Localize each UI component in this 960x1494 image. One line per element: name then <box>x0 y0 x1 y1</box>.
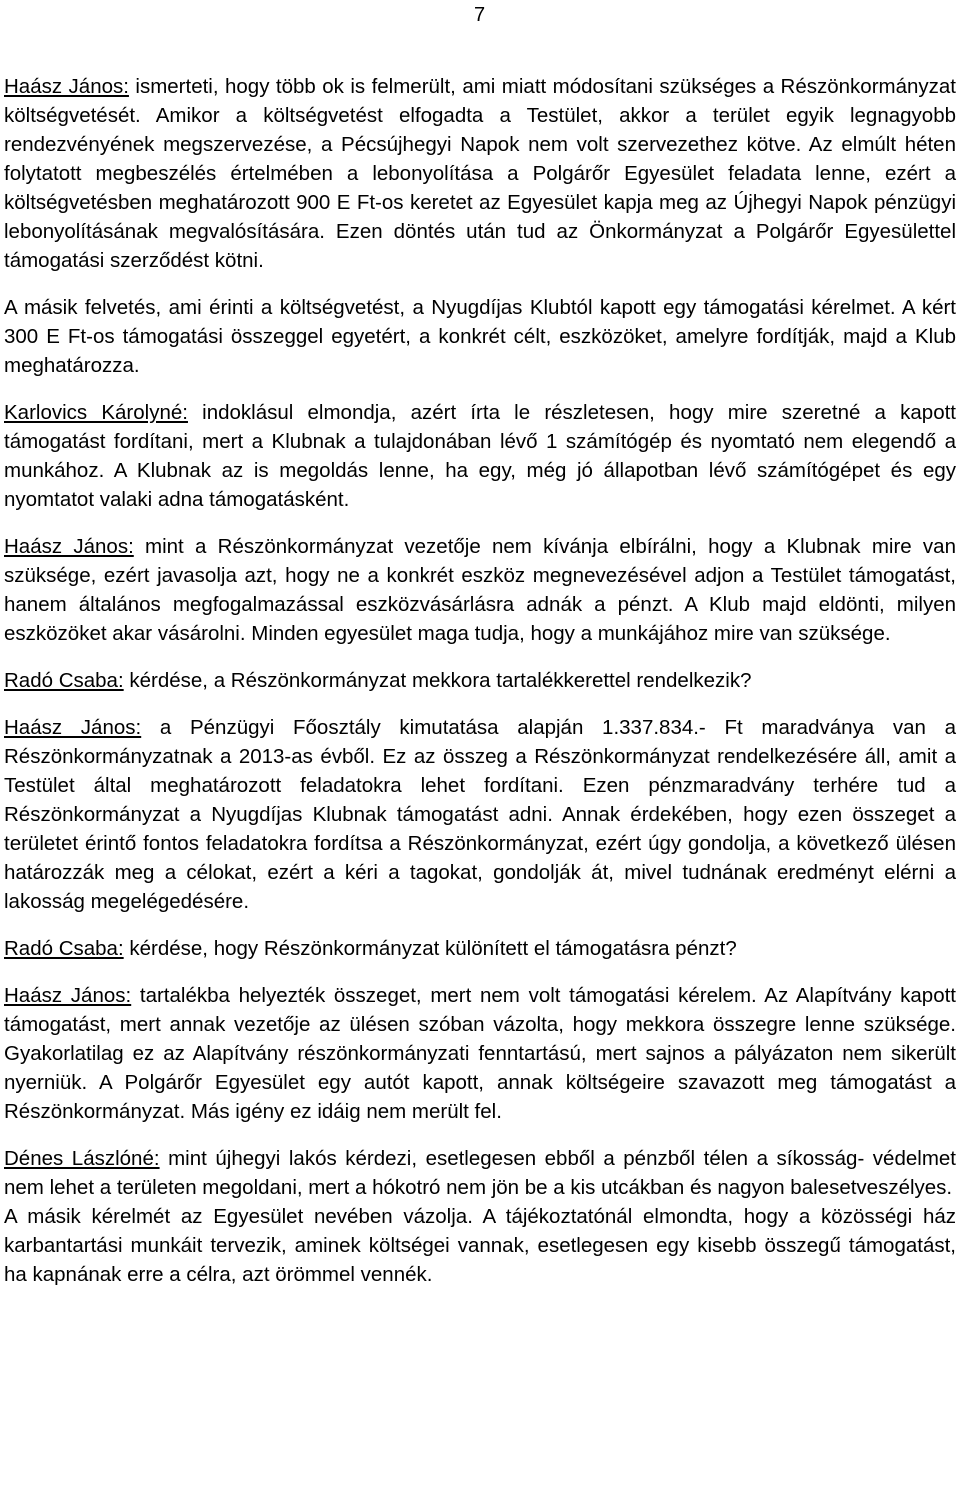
paragraph-text: mint újhegyi lakós kérdezi, esetlegesen ebből a pénzből télen a síkosság- védelmet nem lehet a területen megoldani, mert a hókotró nem jön be a kis utcákban és nagyon balesetveszélyes. <box>4 1147 956 1199</box>
paragraph <box>4 72 956 275</box>
paragraph <box>4 713 956 916</box>
paragraph-text: a Pénzügyi Főosztály kimutatása alapján 1.337.834.- Ft maradványa van a Részönkormányzatnak a 2013-as évből. Ez az összeg a Részönkormányzat rendelkezésére áll, amit a Testület által meghatározott feladatokra lehet fordítani. Ezen pénzmaradvány terhére tud a Részönkormányzat a Nyugdíjas Klubnak támogatást adni. Annak érdekében, hogy ezen összeget a területet érintő fontos feladatokra fordítsa a Részönkormányzat, ezért úgy gondolja, a következő ülésen határozzák meg a célokat, ezért a kéri a tagokat, gondolják át, mivel tudnának eredményt elérni a lakosság megelégedésére. <box>4 716 957 913</box>
paragraph-text: tartalékba helyezték összeget, mert nem volt támogatási kérelem. Az Alapítvány kapott támogatást, mert annak vezetője az ülésen szóban vázolta, hogy mekkora összegre lenne szüksége. Gyakorlatilag ez az Alapítvány részönkormányzati fenntartású, mert sajnos a pályázaton nem sikerült nyerniük. A Polgárőr Egyesület egy autót kapott, annak költségeire szavazott meg támogatást a Részönkormányzat. Más igény ez idáig nem merült fel. <box>4 984 956 1123</box>
speaker-name: Radó Csaba: <box>4 669 124 692</box>
paragraph <box>4 1202 956 1289</box>
paragraph <box>4 1144 956 1202</box>
paragraph-text: kérdése, a Részönkormányzat mekkora tartalékkerettel rendelkezik? <box>123 669 752 692</box>
speaker-name: Haász János: <box>4 716 142 739</box>
speaker-name: Karlovics Károlyné: <box>4 401 188 424</box>
speaker-name: Haász János: <box>4 75 129 98</box>
paragraph <box>4 981 956 1126</box>
paragraph-text: mint a Részönkormányzat vezetője nem kívánja elbírálni, hogy a Klubnak mire van szüksége, ezért javasolja azt, hogy ne a konkrét eszköz megnevezésével adjon a Testület támogatást, hanem általános megfogalmazással eszközvásárlásra adnák a pénzt. A Klub majd eldönti, milyen eszközöket akar vásárolni. Minden egyesület maga tudja, hogy a munkájához mire van szüksége. <box>4 535 956 645</box>
paragraph <box>4 398 956 514</box>
speaker-name: Haász János: <box>4 535 134 558</box>
page-number: 7 <box>474 4 486 26</box>
speaker-name: Haász János: <box>4 984 132 1007</box>
paragraph-text: A másik kérelmét az Egyesület nevében vázolja. A tájékoztatónál elmondta, hogy a közösségi ház karbantartási munkáit tervezik, aminek költségei vannak, esetlegesen egy kisebb összegű támogatást, ha kapnának erre a célra, azt örömmel vennék. <box>4 1205 956 1286</box>
paragraph-text: A másik felvetés, ami érinti a költségvetést, a Nyugdíjas Klubtól kapott egy támogatási kérelmet. A kért 300 E Ft-os támogatási összeggel egyetért, a konkrét célt, eszközöket, amelyre fordítják, majd a Klub meghatározza. <box>4 296 956 377</box>
paragraph <box>4 666 956 695</box>
document-body <box>4 72 956 1289</box>
paragraph-text: ismerteti, hogy több ok is felmerült, ami miatt módosítani szükséges a Részönkormányzat költségvetését. Amikor a költségvetést elfogadta a Testület, akkor a terület egyik legnagyobb rendezvényének megszervezése, a Pécsújhegyi Napok nem volt szervezethez kötve. Az elmúlt héten folytatott megbeszélés értelmében a lebonyolítása a Polgárőr Egyesület feladata lenne, ezért a költségvetésben meghatározott 900 E Ft-os keretet az Egyesület kapja meg az Újhegyi Napok pénzügyi lebonyolításának megvalósítására. Ezen döntés után tud az Önkormányzat a Polgárőr Egyesülettel támogatási szerződést kötni. <box>4 75 956 272</box>
speaker-name: Dénes Lászlóné: <box>4 1147 160 1170</box>
paragraph <box>4 532 956 648</box>
speaker-name: Radó Csaba: <box>4 937 124 960</box>
paragraph <box>4 934 956 963</box>
paragraph-text: indoklásul elmondja, azért írta le részletesen, hogy mire szeretné a kapott támogatást fordítani, mert a Klubnak a tulajdonában lévő 1 számítógép és nyomtató nem elegendő a munkához. A Klubnak az is megoldás lenne, ha egy, még jó állapotban lévő számítógépet és egy nyomtatot valaki adna támogatásként. <box>4 401 956 511</box>
paragraph <box>4 293 956 380</box>
paragraph-text: kérdése, hogy Részönkormányzat különített el támogatásra pénzt? <box>123 937 737 960</box>
